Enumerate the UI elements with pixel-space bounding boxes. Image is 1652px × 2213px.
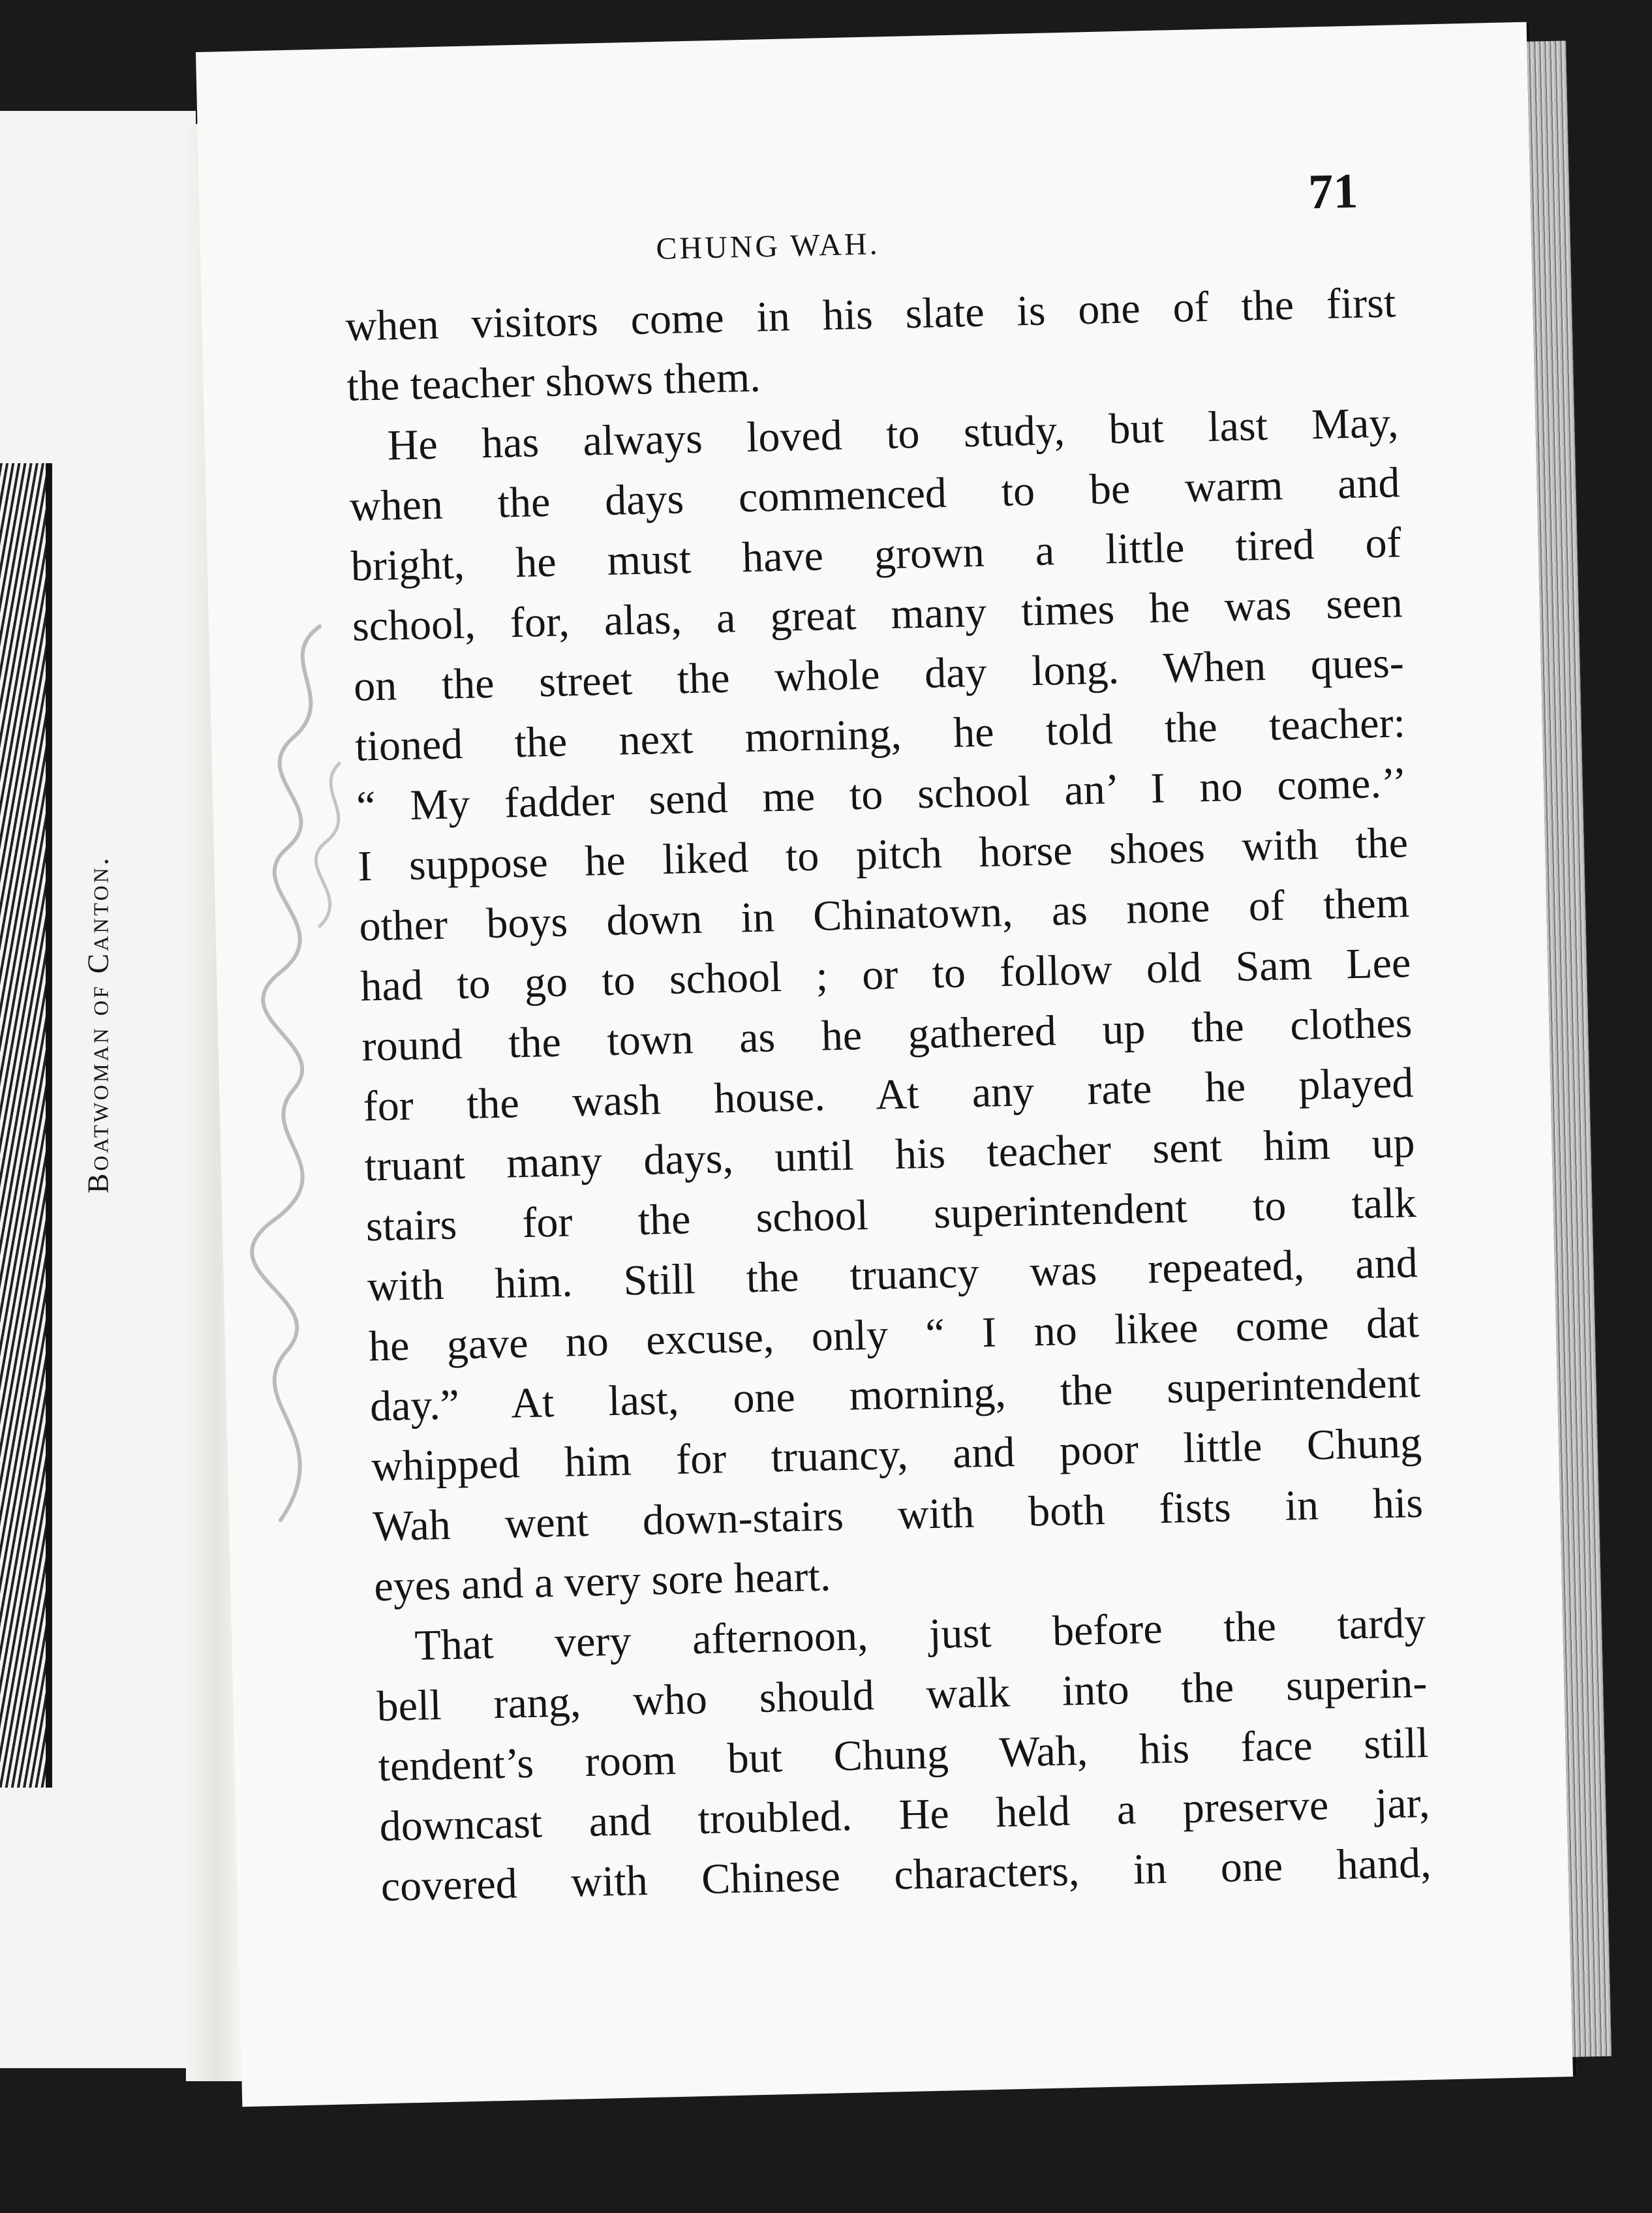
text-line: school, for, alas, a great many times he was seen [352,579,1403,650]
page-number: 71 [1308,163,1359,220]
text-line: tendent’s room but Chung Wah, his face still [377,1718,1430,1791]
text-line: with him. Still the truancy was repeated, and [367,1239,1418,1311]
text-line: on the street the whole day long. When ques- [353,639,1405,710]
text-line: when the days commenced to be warm and [349,459,1401,530]
text-line: other boys down in Chinatown, as none of them [358,879,1410,951]
text-line: “ My fadder send me to school an’ I no come.’’ [356,759,1407,831]
body-text [345,273,1432,1917]
text-line: round the town as he gathered up the clothes [361,999,1413,1071]
text-line: bright, he must have grown a little tired of [350,519,1402,590]
text-line: tioned the next morning, he told the teacher: [354,699,1406,771]
text-line: eyes and a very sore heart. [373,1552,832,1611]
text-line: bell rang, who should walk into the superin- [376,1658,1428,1731]
engraving-illustration [0,463,52,1788]
text-line: he gave no excuse, only “ I no likee come dat [368,1298,1420,1371]
text-line: had to go to school ; or to follow old Sam Lee [359,939,1411,1011]
left-page [0,111,196,2068]
text-line: Wah went down-stairs with both fists in his [372,1478,1424,1551]
illustration-caption: Boatwoman of Canton. [81,855,115,1194]
text-line: stairs for the school superintendent to talk [365,1179,1417,1251]
text-line: I suppose he liked to pitch horse shoes with the [357,819,1409,891]
text-line: day.” At last, one morning, the superintendent [369,1358,1421,1431]
text-line: truant many days, until his teacher sent him up [363,1119,1416,1191]
pencil-scribble-mark [235,620,365,1533]
text-line: when visitors come in his slate is one of the first [344,279,1397,350]
text-line: for the wash house. At any rate he played [362,1059,1415,1131]
text-line: the teacher shows them. [346,353,761,410]
text-line: downcast and troubled. He held a preserve jar, [378,1778,1431,1851]
text-line: That very afternoon, just before the tardy [414,1598,1426,1670]
text-line: He has always loved to study, but last May, [386,399,1400,470]
running-head: CHUNG WAH. [655,226,881,267]
text-line: covered with Chinese characters, in one hand, [380,1839,1432,1911]
right-page [196,22,1577,2107]
text-line: whipped him for truancy, and poor little Chung [371,1418,1422,1491]
page-edges [1527,40,1612,2057]
